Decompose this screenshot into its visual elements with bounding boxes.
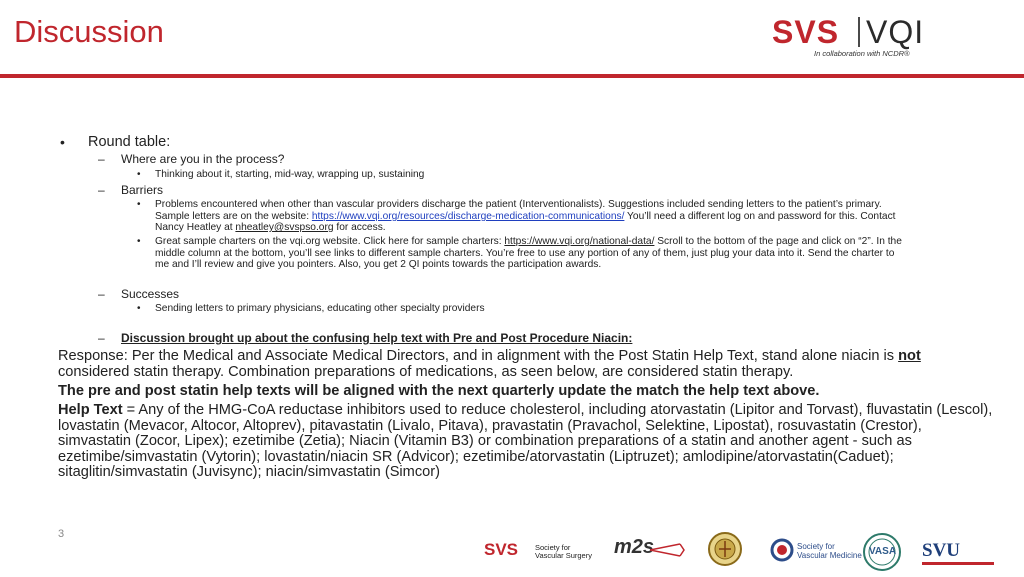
discharge-communications-link[interactable]: https://www.vqi.org/resources/discharge-medication-communications/ <box>311 211 625 222</box>
response-paragraph: Response: Per the Medical and Associate Medical Directors, and in alignment with the Post Statin Help Text, stand alone niacin is not considered statin therapy. Combination preparations of medications, as seen below, are considered statin therapy. <box>58 348 921 380</box>
svs-society-text: Society for Vascular Surgery <box>535 543 592 560</box>
slide-title: Discussion <box>14 14 164 49</box>
bullet-dot-icon: • <box>137 199 141 210</box>
bullet-process-stages: Thinking about it, starting, mid-way, wrapping up, sustaining <box>155 169 425 180</box>
seal-logo <box>708 532 742 571</box>
help-text-paragraph: Help Text = Any of the HMG-CoA reductase inhibitors used to reduce cholesterol, including atorvastatin (Lipitor and Torvast), fluvastatin (Lescol), lovastatin (Mevacor, Altocor, Altoprev), pitavastatin (Livalo, Pitava), pravastatin (Pravachol, Selektine, Lipostat), rosuvastatin (Crestor), simvastatin (Zocor, Lipex); ezetimibe (Zetia); Niacin (Vitamin B3) or combination preparations of a statin and another agent - such as ezetimibe/simvastatin (Vytorin); lovastatin/niacin SR (Advicor); ezetimibe/atorvastatin (Liptruzet); amlodipine/atorvastatin(Caduet); sitaglitin/simvastatin (Juvisync); niacin/simvastatin (Simcor) <box>58 402 993 481</box>
bullet-round-table: Round table: <box>88 134 171 150</box>
national-data-link[interactable]: https://www.vqi.org/national-data/ <box>504 236 655 247</box>
barrier1-line1: Problems encountered when other than vascular providers discharge the patient (Interventionalists). Suggestions included sending letters to the patient’s primary. <box>155 199 882 210</box>
svs-society-logo: SVS <box>484 540 519 559</box>
bullet-dot-icon: • <box>137 236 141 247</box>
bullet-dot-icon: • <box>60 134 65 150</box>
title-underline-bar <box>0 74 1024 78</box>
barrier1-line3: Nancy Heatley at nheatley@svspso.org for access. <box>155 222 386 233</box>
svm-logo <box>770 538 794 567</box>
dash-icon: – <box>98 183 105 197</box>
svm-emblem-icon <box>770 538 794 562</box>
seal-emblem-icon <box>708 532 742 566</box>
vasa-logo: VASA <box>862 532 902 577</box>
barrier2-line2: middle column at the bottom, you’ll see links to different sample charters. You’re free to use any portion of any of them, just plug your data into it. Send the charter to <box>155 248 895 259</box>
bullet-process-question: Where are you in the process? <box>121 152 285 166</box>
bullet-successes: Successes <box>121 287 180 301</box>
svu-logo: SVU <box>922 540 960 562</box>
logo-tagline: In collaboration with NCDR® <box>814 49 910 58</box>
svs-vqi-logo <box>772 12 952 62</box>
contact-email-link[interactable]: nheatley@svspso.org <box>235 222 334 233</box>
bullet-dot-icon: • <box>137 303 141 314</box>
svm-text: Society for Vascular Medicine <box>797 542 862 560</box>
footer-logo-strip <box>480 530 1020 574</box>
m2s-logo: m2s <box>614 536 654 559</box>
dash-icon: – <box>98 331 105 345</box>
logo-divider <box>858 17 860 47</box>
barrier2-line1: Great sample charters on the vqi.org website. Click here for sample charters: https://www.vqi.org/national-data/ Scroll to the bottom of the page and click on “2”. In the <box>155 236 902 247</box>
m2s-arrow-icon <box>650 542 686 558</box>
logo-svs-text: SVS <box>772 14 840 50</box>
dash-icon: – <box>98 152 105 166</box>
logo-vqi-text: VQI <box>866 14 925 50</box>
help-text-label: Help Text <box>58 402 123 418</box>
discussion-heading: Discussion brought up about the confusing help text with Pre and Post Procedure Niacin: <box>121 331 633 345</box>
barrier2-line3: me and I’ll review and give you pointers. Also, you get 2 QI points towards the participation awards. <box>155 259 602 270</box>
bullet-successes-detail: Sending letters to primary physicians, educating other specialty providers <box>155 303 485 314</box>
page-number: 3 <box>58 528 65 540</box>
svu-underline <box>922 562 994 565</box>
bullet-dot-icon: • <box>137 169 141 180</box>
alignment-statement: The pre and post statin help texts will be aligned with the next quarterly update the match the help text above. <box>58 383 820 399</box>
bullet-barriers: Barriers <box>121 183 164 197</box>
barrier1-line2: Sample letters are on the website: https://www.vqi.org/resources/discharge-medication-communications/ You’ll need a different log on and password for this. Contact <box>155 211 896 222</box>
emphasis-not: not <box>898 348 921 364</box>
dash-icon: – <box>98 287 105 301</box>
